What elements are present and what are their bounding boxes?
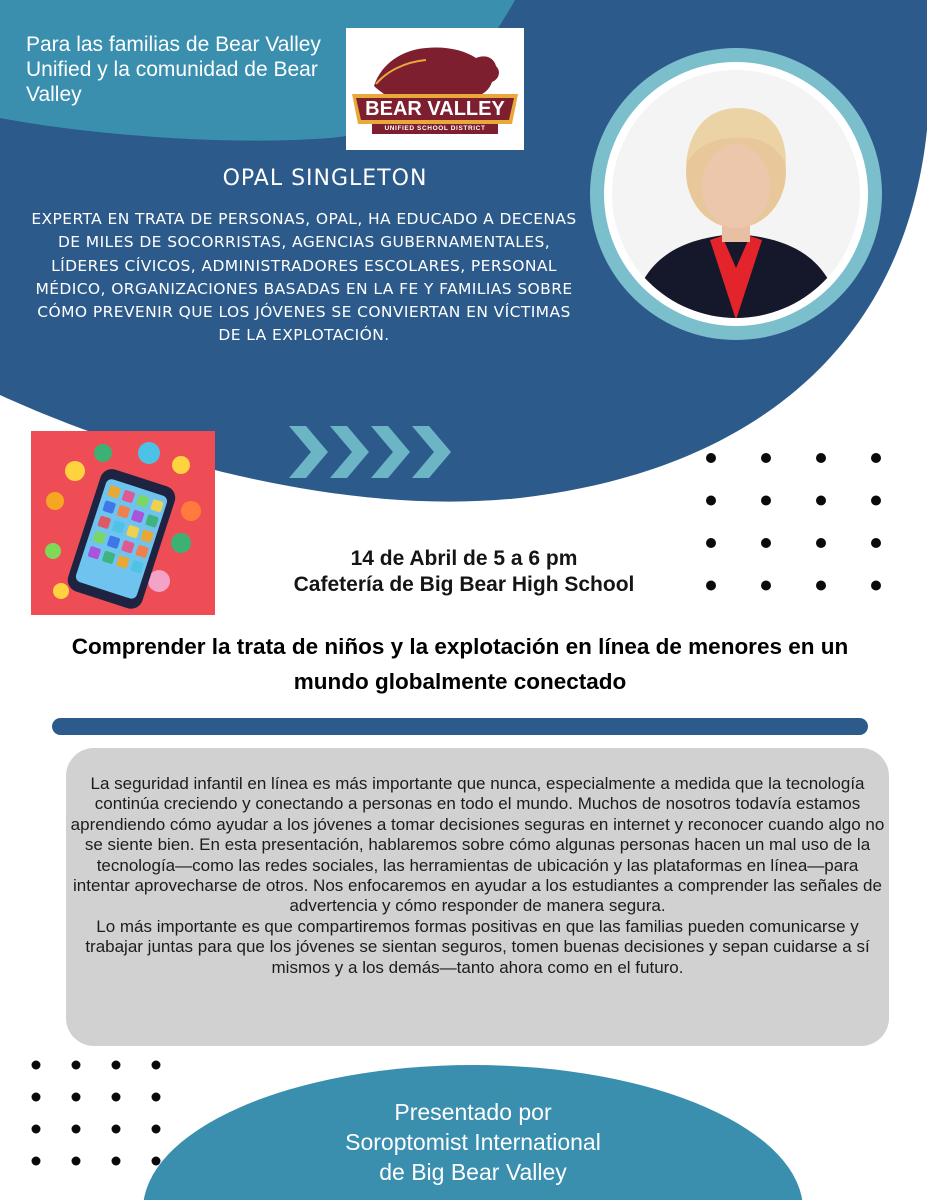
event-date-time: 14 de Abril de 5 a 6 pm [350, 547, 578, 570]
decorative-dot [871, 538, 881, 548]
speaker-bio: EXPERTA EN TRATA DE PERSONAS, OPAL, HA EDUCADO A DECENAS DE MILES DE SOCORRISTAS, AGENCIAS GUBERNAMENTALES, LÍDERES CÍVICOS, ADMINISTRADORES ESCOLARES, PERSONAL MÉDICO, ORGANIZACIONES BASADAS EN LA FE Y FAMILIAS SOBRE CÓMO PREVENIR QUE LOS JÓVENES SE CONVIERTAN EN VÍCTIMAS DE LA EXPLOTACIÓN. [31, 210, 577, 345]
decorative-dot [72, 1157, 81, 1166]
speaker-portrait-photo [610, 68, 862, 320]
speaker-name: OPAL SINGLETON [222, 166, 428, 191]
presenter-line-3: de Big Bear Valley [379, 1158, 567, 1185]
smartphone-apps-illustration [31, 431, 215, 615]
decorative-dot [816, 496, 826, 506]
event-location: Cafetería de Big Bear High School [293, 573, 635, 597]
presenter-line-2: Soroptomist International [345, 1128, 601, 1155]
presenter-credit [300, 1098, 646, 1188]
decorative-dot [761, 538, 771, 548]
decorative-dot [72, 1125, 81, 1134]
decorative-dot [871, 453, 881, 463]
event-details [238, 546, 690, 599]
decorative-dot [112, 1093, 121, 1102]
decorative-dot [112, 1061, 121, 1070]
decorative-dot [32, 1125, 41, 1134]
decorative-dot [32, 1093, 41, 1102]
presenter-line-1: Presentado por [394, 1099, 552, 1125]
decorative-dot [152, 1157, 161, 1166]
audience-text: Para las familias de Bear Valley Unified y la comunidad de Bear Valley [26, 33, 321, 107]
decorative-dot [761, 581, 771, 591]
dot-grid-left [32, 1061, 161, 1166]
decorative-dot [32, 1157, 41, 1166]
bear-valley-logo [346, 28, 524, 150]
decorative-dot [152, 1093, 161, 1102]
decorative-dot [816, 581, 826, 591]
description-paragraph-1: La seguridad infantil en línea es más importante que nunca, especialmente a medida que la tecnología continúa creciendo y conectando a personas en todo el mundo. Muchos de nosotros todavía estamos aprendiendo cómo ayudar a los jóvenes a tomar decisiones seguras en internet y reconocer cuando algo no se siente bien. En esta presentación, hablaremos sobre cómo algunas personas hacen un mal uso de la tecnología—como las redes sociales, las herramientas de ubicación y las plataformas en línea—para intentar aprovecharse de otros. Nos enfocaremos en ayudar a los estudiantes a comprender las señales de advertencia y cómo responder de manera segura. [70, 774, 885, 916]
decorative-dot [871, 581, 881, 591]
decorative-dot [761, 453, 771, 463]
decorative-dot [112, 1125, 121, 1134]
decorative-dot [32, 1061, 41, 1070]
decorative-dot [706, 581, 716, 591]
decorative-dot [152, 1125, 161, 1134]
description-box [66, 748, 889, 1046]
dot-grid-right [706, 453, 881, 591]
description-paragraph-2: Lo más importante es que compartiremos formas positivas en que las familias pueden comunicarse y trabajar juntas para que los jóvenes se sientan seguros, tomen buenas decisiones y sepan cuidarse a sí mismos y a los demás—tanto ahora como en el futuro. [85, 916, 870, 977]
decorative-dot [706, 538, 716, 548]
decorative-dot [72, 1093, 81, 1102]
decorative-dot [152, 1061, 161, 1070]
logo-wordmark: BEAR VALLEY [365, 98, 505, 120]
decorative-dot [706, 453, 716, 463]
decorative-dot [706, 496, 716, 506]
decorative-dot [871, 496, 881, 506]
logo-subtitle: UNIFIED SCHOOL DISTRICT [384, 125, 486, 132]
description-text [70, 774, 885, 978]
decorative-dot [761, 496, 771, 506]
decorative-dot [72, 1061, 81, 1070]
decorative-dot [816, 538, 826, 548]
divider-bar [52, 718, 868, 735]
presentation-title: Comprender la trata de niños y la explotación en línea de menores en un mundo globalmente conectado [71, 634, 849, 694]
decorative-dot [112, 1157, 121, 1166]
decorative-dot [816, 453, 826, 463]
